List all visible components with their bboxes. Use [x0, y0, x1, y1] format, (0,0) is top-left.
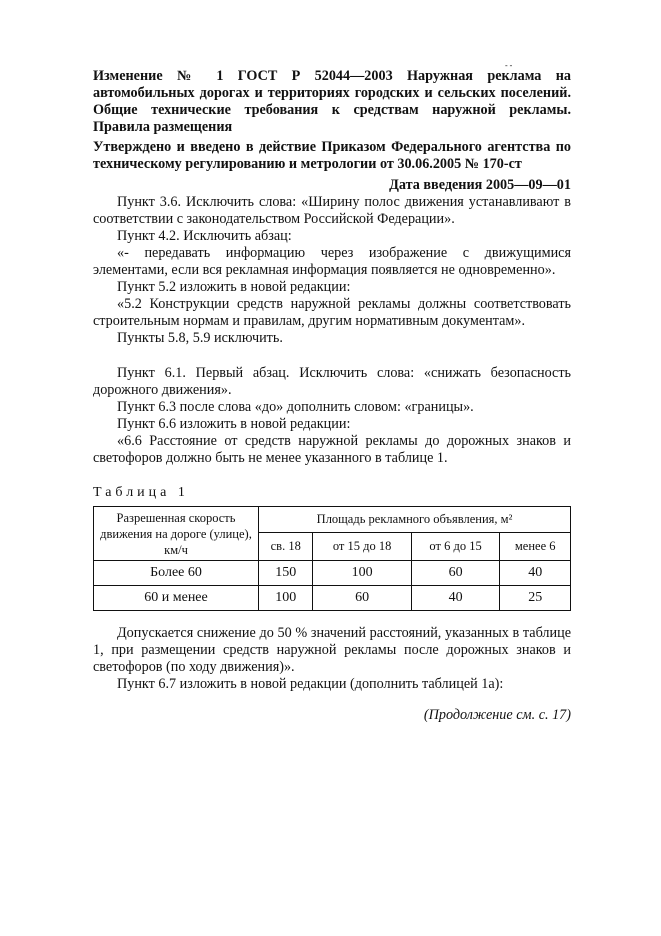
column-header: менее 6: [500, 533, 571, 561]
reduction-note: Допускается снижение до 50 % значений расстояний, указанных в таблице 1, при размещении средств наружной рекламы после дорожных знаков и светофоров (по ходу движения)».: [93, 625, 571, 675]
table-cell: 25: [500, 586, 571, 611]
row-label: Более 60: [94, 561, 259, 586]
document-page: [93, 68, 571, 724]
table-row: [94, 586, 571, 611]
table-cell: 40: [500, 561, 571, 586]
paragraph-4-2-quote: «- передавать информацию через изображение с движущимися элементами, если вся рекламная информация появляется не одновременно».: [93, 245, 571, 278]
paragraph-6-3: Пункт 6.3 после слова «до» дополнить словом: «границы».: [117, 399, 474, 415]
table-caption: Таблица 1: [93, 485, 189, 500]
column-header: св. 18: [259, 533, 313, 561]
continuation-note: (Продолжение см. с. 17): [423, 707, 571, 723]
paragraph-6-1: Пункт 6.1. Первый абзац. Исключить слова: «снижать безопасность дорожного движения».: [93, 365, 571, 398]
table-cell: 100: [313, 561, 411, 586]
column-header: от 15 до 18: [313, 533, 411, 561]
paragraph-5-8: Пункты 5.8, 5.9 исключить.: [117, 330, 283, 346]
paragraph-5-2: Пункт 5.2 изложить в новой редакции:: [117, 279, 351, 295]
table-cell: 100: [259, 586, 313, 611]
area-header: Площадь рекламного объявления, м²: [259, 507, 571, 533]
distance-table: [93, 506, 571, 611]
paragraph-5-2-quote: «5.2 Конструкции средств наружной рекламы должны соответствовать строительным нормам и правилам, другим нормативным документам».: [93, 296, 571, 329]
column-header: от 6 до 15: [411, 533, 500, 561]
row-label: 60 и менее: [94, 586, 259, 611]
table-cell: 60: [411, 561, 500, 586]
change-title: Изменение № 1 ГОСТ Р 52044—2003 Наружная реклама на автомобильных дорогах и территориях городских и сельских поселений. Общие технические требования к средствам наружной рекламы. Правила размещения: [93, 68, 571, 135]
paragraph-6-7: Пункт 6.7 изложить в новой редакции (дополнить таблицей 1а):: [117, 676, 504, 692]
table-row: [94, 561, 571, 586]
table-cell: 60: [313, 586, 411, 611]
page-corner-mark: - -: [505, 61, 513, 70]
table-cell: 150: [259, 561, 313, 586]
paragraph-3-6: Пункт 3.6. Исключить слова: «Ширину полос движения устанавливают в соответствии с законодательством Российской Федерации».: [93, 194, 571, 227]
paragraph-6-6: Пункт 6.6 изложить в новой редакции:: [117, 416, 351, 432]
paragraph-6-6-quote: «6.6 Расстояние от средств наружной рекламы до дорожных знаков и светофоров должно быть не менее указанного в таблице 1.: [93, 433, 571, 466]
paragraph-4-2: Пункт 4.2. Исключить абзац:: [117, 228, 292, 244]
speed-header: Разрешенная скорость движения на дороге (улице), км/ч: [94, 507, 259, 561]
table-cell: 40: [411, 586, 500, 611]
effective-date: Дата введения 2005—09—01: [389, 177, 571, 193]
approval-statement: Утверждено и введено в действие Приказом Федерального агентства по техническому регулированию и метрологии от 30.06.2005 № 170-ст: [93, 139, 571, 172]
